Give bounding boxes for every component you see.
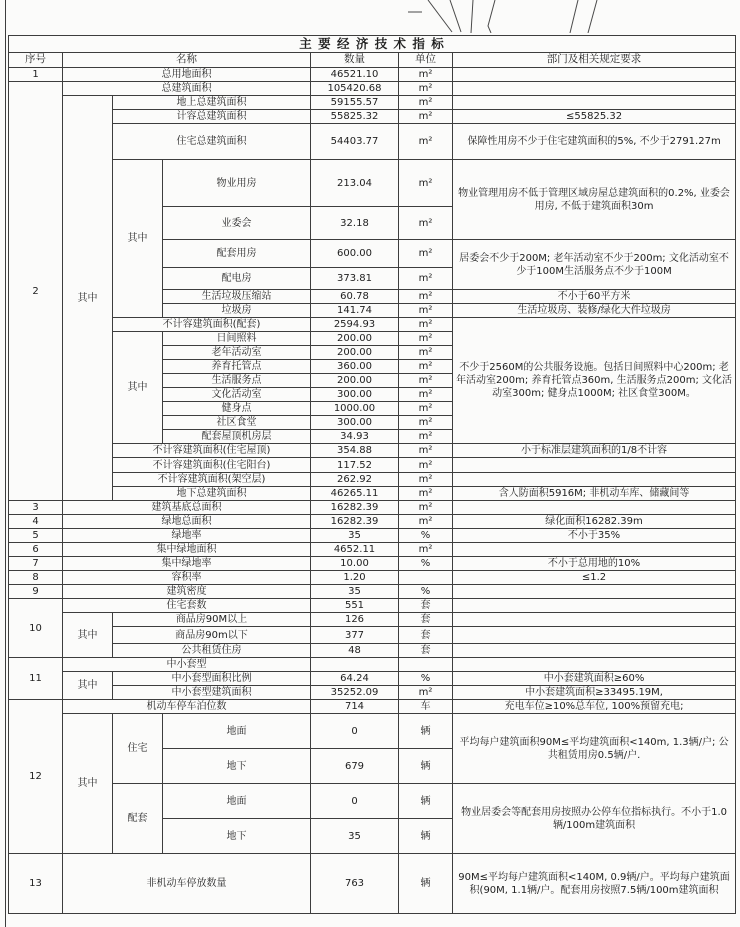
table-row xyxy=(9,473,736,487)
table-cell: m² xyxy=(399,124,453,160)
table-cell: m² xyxy=(399,318,453,332)
table-cell: 不计容建筑面积(住宅屋顶) xyxy=(113,444,311,458)
table-cell: m² xyxy=(399,110,453,124)
table-header-row xyxy=(9,53,736,68)
table-row xyxy=(9,714,736,749)
table-cell: m² xyxy=(399,82,453,96)
table-cell: 373.81 xyxy=(311,268,399,290)
table-cell: m² xyxy=(399,515,453,529)
table-cell: 46521.10 xyxy=(311,68,399,82)
table-cell: 地面 xyxy=(163,784,311,819)
table-cell: 套 xyxy=(399,627,453,644)
table-cell: 300.00 xyxy=(311,416,399,430)
table-row xyxy=(9,444,736,458)
table-cell: 地下 xyxy=(163,749,311,784)
table-cell: 55825.32 xyxy=(311,110,399,124)
table-cell xyxy=(399,571,453,585)
table-cell: 物业居委会等配套用房按照办公停车位指标执行。不小于1.0辆/100m建筑面积 xyxy=(453,784,736,854)
table-cell: 其中 xyxy=(63,714,113,854)
table-cell: 生活垃圾压缩站 xyxy=(163,290,311,304)
table-cell: 辆 xyxy=(399,714,453,749)
table-row xyxy=(9,110,736,124)
table-cell: 住宅套数 xyxy=(63,599,311,613)
table-cell xyxy=(453,543,736,557)
table-cell: 商品房90M以上 xyxy=(113,613,311,627)
table-cell: 辆 xyxy=(399,749,453,784)
table-cell: m² xyxy=(399,68,453,82)
table-cell: 充电车位≥10%总车位, 100%预留充电; xyxy=(453,700,736,714)
table-cell: 集中绿地率 xyxy=(63,557,311,571)
table-cell: 不小于总用地的10% xyxy=(453,557,736,571)
table-row xyxy=(9,515,736,529)
table-cell: 平均每户建筑面积90M≤平均建筑面积<140m, 1.3辆/户; 公共租赁用房0.5辆/户. xyxy=(453,714,736,784)
table-cell xyxy=(453,627,736,644)
table-cell: 辆 xyxy=(399,784,453,819)
table-cell: 日间照料 xyxy=(163,332,311,346)
column-header: 序号 xyxy=(9,53,63,68)
table-cell: 物业管理用房不低于管理区域房屋总建筑面积的0.2%, 业委会用房, 不低于建筑面积30m xyxy=(453,160,736,240)
table-cell: 8 xyxy=(9,571,63,585)
table-title-row xyxy=(9,36,736,53)
table-cell: m² xyxy=(399,207,453,240)
table-cell: 64.24 xyxy=(311,672,399,686)
table-cell: 套 xyxy=(399,644,453,658)
column-header: 名称 xyxy=(63,53,311,68)
table-cell: 48 xyxy=(311,644,399,658)
table-row xyxy=(9,571,736,585)
table-cell: 105420.68 xyxy=(311,82,399,96)
table-cell xyxy=(399,658,453,672)
table-cell: 集中绿地面积 xyxy=(63,543,311,557)
table-cell: 不少于2560M的公共服务设施。包括日间照料中心200m; 老年活动室200m; 养育托管点360m, 生活服务点200m; 文化活动室300m; 健身点1000M; 社区食堂300M。 xyxy=(453,318,736,444)
table-cell: 3 xyxy=(9,501,63,515)
table-cell: 9 xyxy=(9,585,63,599)
frame-border-left xyxy=(5,0,6,927)
table-cell xyxy=(453,613,736,627)
table-cell xyxy=(453,644,736,658)
table-cell: % xyxy=(399,585,453,599)
table-cell: 生活垃圾房、装修/绿化大件垃圾房 xyxy=(453,304,736,318)
table-row xyxy=(9,700,736,714)
table-cell: 200.00 xyxy=(311,374,399,388)
table-cell: 商品房90m以下 xyxy=(113,627,311,644)
table-cell: 养育托管点 xyxy=(163,360,311,374)
table-cell: 中小套建筑面积≥33495.19M, xyxy=(453,686,736,700)
table-cell: 建筑密度 xyxy=(63,585,311,599)
table-row xyxy=(9,82,736,96)
table-cell: 配电房 xyxy=(163,268,311,290)
table-cell: m² xyxy=(399,543,453,557)
table-cell: m² xyxy=(399,304,453,318)
table-cell: ≤55825.32 xyxy=(453,110,736,124)
table-cell xyxy=(453,585,736,599)
table-cell: 13 xyxy=(9,854,63,914)
table-cell: 763 xyxy=(311,854,399,914)
table-cell: 2594.93 xyxy=(311,318,399,332)
table-row xyxy=(9,68,736,82)
table-cell: 35252.09 xyxy=(311,686,399,700)
table-cell: 辆 xyxy=(399,819,453,854)
table-cell: 地面 xyxy=(163,714,311,749)
table-row xyxy=(9,487,736,501)
table-cell xyxy=(311,658,399,672)
table-cell: m² xyxy=(399,360,453,374)
table-cell: 35 xyxy=(311,529,399,543)
table-cell: ≤1.2 xyxy=(453,571,736,585)
table-cell xyxy=(453,658,736,672)
table-row xyxy=(9,501,736,515)
table-cell: 配套 xyxy=(113,784,163,854)
table-row xyxy=(9,96,736,110)
table-cell: 非机动车停放数量 xyxy=(63,854,311,914)
table-cell: 7 xyxy=(9,557,63,571)
table-cell: 354.88 xyxy=(311,444,399,458)
table-cell: 含人防面积5916M; 非机动车库、储藏间等 xyxy=(453,487,736,501)
table-cell: 其中 xyxy=(63,96,113,501)
table-cell: 套 xyxy=(399,599,453,613)
table-cell: 社区食堂 xyxy=(163,416,311,430)
table-cell: m² xyxy=(399,444,453,458)
table-cell: 213.04 xyxy=(311,160,399,207)
table-cell: m² xyxy=(399,458,453,473)
table-cell xyxy=(453,82,736,96)
table-row xyxy=(9,784,736,819)
table-cell: m² xyxy=(399,268,453,290)
table-cell: 1000.00 xyxy=(311,402,399,416)
table-cell: 11 xyxy=(9,658,63,700)
table-cell: 117.52 xyxy=(311,458,399,473)
table-cell: % xyxy=(399,529,453,543)
table-cell: 健身点 xyxy=(163,402,311,416)
table-cell: m² xyxy=(399,473,453,487)
column-header: 部门及相关规定要求 xyxy=(453,53,736,68)
table-cell: m² xyxy=(399,402,453,416)
table-cell: 0 xyxy=(311,714,399,749)
table-row xyxy=(9,557,736,571)
table-cell: m² xyxy=(399,332,453,346)
table-cell: 物业用房 xyxy=(163,160,311,207)
table-cell: 714 xyxy=(311,700,399,714)
column-header: 数量 xyxy=(311,53,399,68)
table-row xyxy=(9,124,736,160)
table-cell: 机动车停车泊位数 xyxy=(63,700,311,714)
table-cell: m² xyxy=(399,388,453,402)
table-cell: 生活服务点 xyxy=(163,374,311,388)
table-cell: m² xyxy=(399,430,453,444)
table-cell: % xyxy=(399,557,453,571)
indicators-table xyxy=(8,35,736,914)
table-cell: 配套屋顶机房层 xyxy=(163,430,311,444)
table-cell: m² xyxy=(399,487,453,501)
table-cell: 46265.11 xyxy=(311,487,399,501)
table-cell: 容积率 xyxy=(63,571,311,585)
table-cell: 地上总建筑面积 xyxy=(113,96,311,110)
table-row xyxy=(9,585,736,599)
table-cell: 住宅 xyxy=(113,714,163,784)
table-cell: 车 xyxy=(399,700,453,714)
table-cell: 其中 xyxy=(63,613,113,658)
table-cell xyxy=(453,68,736,82)
table-cell: 中小套型面积比例 xyxy=(113,672,311,686)
table-cell: 0 xyxy=(311,784,399,819)
table-cell: 35 xyxy=(311,819,399,854)
table-row xyxy=(9,854,736,914)
table-cell: 34.93 xyxy=(311,430,399,444)
table-cell: 59155.57 xyxy=(311,96,399,110)
table-cell: 54403.77 xyxy=(311,124,399,160)
table-cell: 地下 xyxy=(163,819,311,854)
table-cell: 绿地总面积 xyxy=(63,515,311,529)
table-cell: 其中 xyxy=(113,160,163,318)
table-cell: 不小于60平方米 xyxy=(453,290,736,304)
table-cell: 建筑基底总面积 xyxy=(63,501,311,515)
table-cell: 262.92 xyxy=(311,473,399,487)
table-cell: m² xyxy=(399,416,453,430)
table-cell: 360.00 xyxy=(311,360,399,374)
table-cell: 计容总建筑面积 xyxy=(113,110,311,124)
table-row xyxy=(9,686,736,700)
table-cell xyxy=(453,96,736,110)
table-cell: 16282.39 xyxy=(311,501,399,515)
table-row xyxy=(9,318,736,332)
table-cell: 文化活动室 xyxy=(163,388,311,402)
table-cell: 不计容建筑面积(住宅阳台) xyxy=(113,458,311,473)
table-row xyxy=(9,627,736,644)
table-cell: 地下总建筑面积 xyxy=(113,487,311,501)
table-cell: 中小套型建筑面积 xyxy=(113,686,311,700)
table-cell: 配套用房 xyxy=(163,240,311,268)
table-cell: 绿化面积16282.39m xyxy=(453,515,736,529)
table-cell: 6 xyxy=(9,543,63,557)
table-cell: 16282.39 xyxy=(311,515,399,529)
table-cell: 141.74 xyxy=(311,304,399,318)
table-cell: 200.00 xyxy=(311,346,399,360)
table-cell: 中小套型 xyxy=(63,658,311,672)
table-cell: 绿地率 xyxy=(63,529,311,543)
table-cell: 200.00 xyxy=(311,332,399,346)
table-cell: 679 xyxy=(311,749,399,784)
table-cell: m² xyxy=(399,240,453,268)
table-cell: 住宅总建筑面积 xyxy=(113,124,311,160)
indicators-table-body xyxy=(9,68,736,914)
table-cell: 总建筑面积 xyxy=(63,82,311,96)
table-cell: 4 xyxy=(9,515,63,529)
table-row xyxy=(9,658,736,672)
table-cell: m² xyxy=(399,290,453,304)
drawing-leader-lines xyxy=(400,0,630,33)
table-cell: 90M≤平均每户建筑面积<140M, 0.9辆/户。平均每户建筑面积(90M, 1.1辆/户。配套用房按照7.5辆/100m建筑面积 xyxy=(453,854,736,914)
table-cell: 35 xyxy=(311,585,399,599)
table-cell: % xyxy=(399,672,453,686)
column-header: 单位 xyxy=(399,53,453,68)
table-cell: 不计容建筑面积(架空层) xyxy=(113,473,311,487)
table-cell xyxy=(453,458,736,473)
table-cell: 600.00 xyxy=(311,240,399,268)
table-row xyxy=(9,644,736,658)
table-cell xyxy=(453,501,736,515)
table-cell: 套 xyxy=(399,613,453,627)
table-cell: 垃圾房 xyxy=(163,304,311,318)
table-cell: 1.20 xyxy=(311,571,399,585)
table-cell: m² xyxy=(399,686,453,700)
table-cell: 保障性用房不少于住宅建筑面积的5%, 不少于2791.27m xyxy=(453,124,736,160)
table-cell: 不小于35% xyxy=(453,529,736,543)
table-cell: m² xyxy=(399,501,453,515)
table-cell: 公共租赁住房 xyxy=(113,644,311,658)
table-cell: 10.00 xyxy=(311,557,399,571)
table-cell xyxy=(453,599,736,613)
table-row xyxy=(9,458,736,473)
table-cell: 300.00 xyxy=(311,388,399,402)
table-cell: 业委会 xyxy=(163,207,311,240)
table-cell: 辆 xyxy=(399,854,453,914)
table-cell xyxy=(453,473,736,487)
table-cell: m² xyxy=(399,96,453,110)
table-cell: m² xyxy=(399,160,453,207)
table-row xyxy=(9,672,736,686)
table-cell: 377 xyxy=(311,627,399,644)
table-row xyxy=(9,613,736,627)
table-cell: 总用地面积 xyxy=(63,68,311,82)
table-cell: m² xyxy=(399,346,453,360)
table-cell: m² xyxy=(399,374,453,388)
table-row xyxy=(9,529,736,543)
table-row xyxy=(9,543,736,557)
table-cell: 5 xyxy=(9,529,63,543)
table-cell: 老年活动室 xyxy=(163,346,311,360)
table-cell: 居委会不少于200M; 老年活动室不少于200m; 文化活动室不少于100M生活服务点不少于100M xyxy=(453,240,736,290)
table-cell: 60.78 xyxy=(311,290,399,304)
table-row xyxy=(9,160,736,207)
table-cell: 小于标准层建筑面积的1/8不计容 xyxy=(453,444,736,458)
table-cell: 1 xyxy=(9,68,63,82)
table-title: 主 要 经 济 技 术 指 标 xyxy=(9,36,736,53)
table-cell: 2 xyxy=(9,82,63,501)
table-row xyxy=(9,599,736,613)
table-cell: 4652.11 xyxy=(311,543,399,557)
table-cell: 12 xyxy=(9,700,63,854)
table-cell: 其中 xyxy=(63,672,113,700)
table-cell: 不计容建筑面积(配套) xyxy=(113,318,311,332)
table-cell: 其中 xyxy=(113,332,163,444)
table-cell: 10 xyxy=(9,599,63,658)
table-cell: 中小套建筑面积≥60% xyxy=(453,672,736,686)
table-cell: 551 xyxy=(311,599,399,613)
table-cell: 126 xyxy=(311,613,399,627)
table-cell: 32.18 xyxy=(311,207,399,240)
